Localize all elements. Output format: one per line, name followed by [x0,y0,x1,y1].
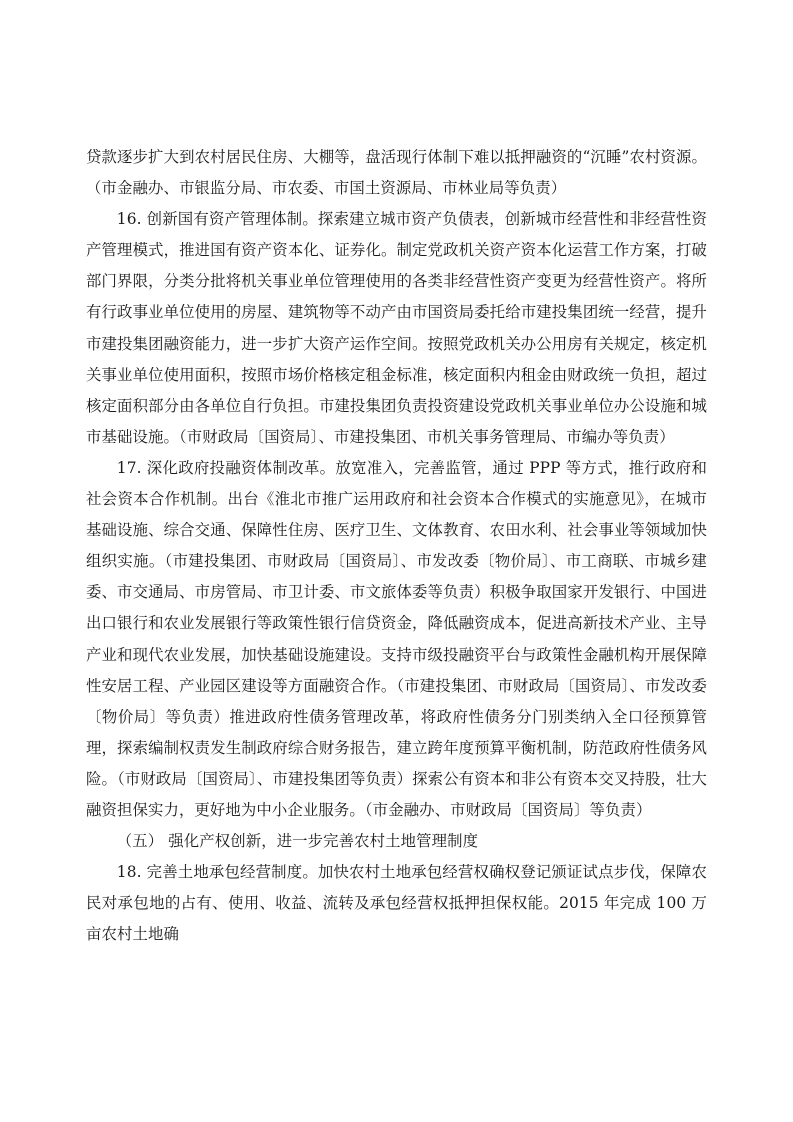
section-heading: （五） 强化产权创新，进一步完善农村土地管理制度 [116,832,479,851]
paragraph-item-17: 17. 深化政府投融资体制改革。放宽准入，完善监管，通过 PPP 等方式，推行政府和社会资本合作机制。出台《淮北市推广运用政府和社会资本合作模式的实施意见》，在城市基础设施、综合交通、保障性住房、医疗卫生、文体教育、农田水利、社会事业等领域加快组织实施。（市建投集团、市财政局〔国资局〕、市发改委〔物价局〕、市工商联、市城乡建委、市交通局、市房管局、市卫计委、市文旅体委等负责）积极争取国家开发银行、中国进出口银行和农业发展银行等政策性银行信贷资金，降低融资成本，促进高新技术产业、主导产业和现代农业发展，加快基础设施建设。支持市级投融资平台与政策性金融机构开展保障性安居工程、产业园区建设等方面融资合作。（市建投集团、市财政局〔国资局〕、市发改委〔物价局〕等负责）推进政府性债务管理改革，将政府性债务分门别类纳入全口径预算管理，探索编制权责发生制政府综合财务报告，建立跨年度预算平衡机制，防范政府性债务风险。（市财政局〔国资局〕、市建投集团等负责）探索公有资本和非公有资本交叉持股，壮大融资担保实力，更好地为中小企业服务。（市金融办、市财政局〔国资局〕等负责） [86,458,707,819]
paragraph-continuation: 贷款逐步扩大到农村居民住房、大棚等，盘活现行体制下难以抵押融资的“沉睡”农村资源。（市金融办、市银监分局、市农委、市国土资源局、市林业局等负责） [86,148,707,198]
document-body [86,142,707,950]
paragraph-item-16: 16. 创新国有资产管理体制。探索建立城市资产负债表，创新城市经营性和非经营性资产管理模式，推进国有资产资本化、证券化。制定党政机关资产资本化运营工作方案，打破部门界限，分类分批将机关事业单位管理使用的各类非经营性资产变更为经营性资产。将所有行政事业单位使用的房屋、建筑物等不动产由市国资局委托给市建投集团统一经营，提升市建投集团融资能力，进一步扩大资产运作空间。按照党政机关办公用房有关规定，核定机关事业单位使用面积，按照市场价格核定租金标准，核定面积内租金由财政统一负担，超过核定面积部分由各单位自行负担。市建投集团负责投资建设党政机关事业单位办公设施和城市基础设施。（市财政局〔国资局〕、市建投集团、市机关事务管理局、市编办等负责） [86,210,707,446]
paragraph-item-18: 18. 完善土地承包经营制度。加快农村土地承包经营权确权登记颁证试点步伐，保障农民对承包地的占有、使用、收益、流转及承包经营权抵押担保权能。2015 年完成 100 万亩农村土地确 [86,863,707,944]
